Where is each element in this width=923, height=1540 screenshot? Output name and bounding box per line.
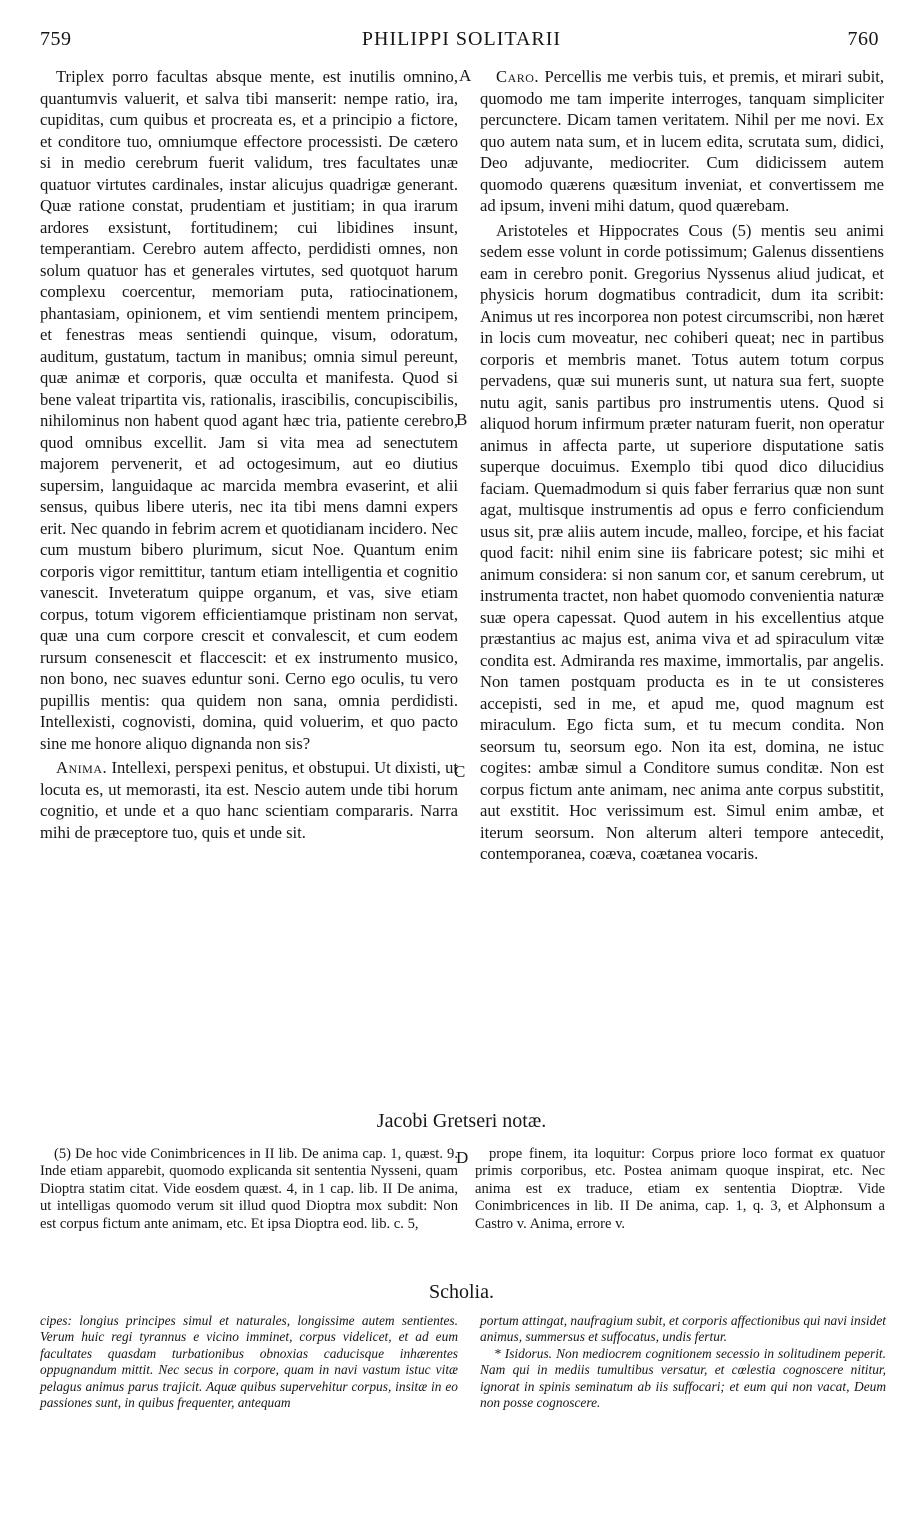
scholia-heading: Scholia. bbox=[429, 1281, 494, 1303]
margin-marker-c: C bbox=[454, 762, 466, 781]
margin-marker-a: A bbox=[459, 66, 472, 85]
paragraph bbox=[40, 757, 458, 843]
notes-left-column bbox=[40, 1146, 458, 1233]
main-text-left-column bbox=[40, 66, 458, 843]
paragraph: Aristoteles et Hippocrates Cous (5) mentis seu animi sedem esse volunt in corde potissimum; Galenus dissentiens eam in cerebro ponit. Gregorius Nyssenus aliud judicat, et physicis horum dogmatibus contradicit, dum ita scribit: Animus ut res incorporea non potest circumscribi, non hæret in locis cum moveatur, nec cohiberi queat; nec in partibus corporis et membris manet. Totus autem totum corpus pervadens, quæ sui muneris sunt, ut natura sua fert, suopte nutu agit, sanis partibus pro instrumentis utens. Quod si aliquod horum infirmum præter naturam fuerit, non operatur animus in affecta parte, ut superiore disputatione satis superque docuimus. Exemplo tibi quod dico dilucidius faciam. Quemadmodum si quis faber ferrarius quæ non sunt agat, multisque instrumentis ad opus e ferro conficiendum usus sit, præ aliis autem incude, malleo, forcipe, et his faciat quod facit: nihil enim sine iis fabricare potest; sic mihi et animum considera: si non sanum cor, et sanum cerebrum, ut instrumenta tractet, non habet quomodo convenientia naturæ suæ opera capessat. Quod autem in his excellentius atque præstantius ac majus est, anima viva et ad spiraculum vitæ condita est. Admiranda res maxime, immortalis, par angelis. Non tamen postquam producta es in te ut consisteres accepisti, sed in me, et apud me, quod magnum est miraculum. Ego ficta sum, et tu mecum condita. Non seorsum tu, seorsum ego. Non ita est, domina, ne istuc cogites: ambæ simul a Conditore sumus conditæ. Non est corpus fictum ante animam, nec anima ante corpus substitit, aut exstitit. Hoc verissimum est. Simul enim ambæ, et iterum seorsum. Non alterum alteri tempore antecedit, contemporanea, coæva, coætanea vocaris. bbox=[480, 220, 884, 863]
main-text-right-column bbox=[480, 66, 884, 865]
scholia-left-column bbox=[40, 1313, 458, 1411]
scholia-text: cipes: longius principes simul et naturales, longissime autem sentientes. Verum huic regi tyrannus e vicino imminet, corpus videlicet, et ad eum facultates quasdam turbationibus obnoxias caducisque inhærentes oppugnandum mittit. Nec secus in corpore, quam in navi vastum istuc vitæ pelagus animus parus trajicit. Aquæ quibus supervehitur corpus, insitæ in eo passiones sunt, in quibus frequenter, antequam bbox=[40, 1313, 458, 1411]
notes-right-column bbox=[475, 1146, 885, 1233]
note-text: (5) De hoc vide Conimbricences in II lib. De anima cap. 1, quæst. 9. Inde etiam apparebit, quomodo explicanda sit sententia Nysseni, quam Dioptra statim citat. Vide eosdem quæst. 4, in 1 cap. lib. II De anima, ut intelligas quomodo verum sit illud quod Dioptra mox subdit: Non est corpus fictum ante animam, etc. Et ipsa Dioptra eod. lib. c. 5, bbox=[40, 1146, 458, 1232]
speaker-label: Caro. bbox=[496, 67, 540, 86]
scholia-right-column bbox=[480, 1313, 886, 1411]
scholia-text: portum attingat, naufragium subit, et corporis affectionibus qui navi insidet animus, summersus et suffocatus, undis fertur. bbox=[480, 1313, 886, 1345]
paragraph: Triplex porro facultas absque mente, est inutilis omnino, quantumvis valuerit, et salva tibi manserit: nempe ratio, ira, cupiditas, cum quibus et procreata es, et a principio a fictore, et conditore tuo, omniumque effectore processisti. De cætero si in medio cerebrum fuerit validum, tres facultates unæ quatuor virtutes cardinales, instar alicujus quadrigæ generant. Quæ ratione constat, prudentiam et justitiam; in qua irarum ardores exsistunt, fortitudinem; cui libidines insunt, temperantiam. Cerebro autem affecto, perdidisti omnes, non solum quatuor has et generales virtutes, sed quotquot harum complexu coercentur, memoriam puta, ratiocinationem, phantasiam, opinionem, et vim sentiendi mentem principem, et fenestras meas sentiendi quinque, visum, odoratum, auditum, gustatum, tactum in manibus; omnia simul pereunt, quæ animæ et corporis, quæ occulta et manifesta. Quod si bene valeat tripartita vis, rationalis, irascibilis, concupiscibilis, nihilominus non habent quod agant hæc tria, patiente cerebro, quod omnibus excellit. Jam si vita mea ad senectutem majorem pervenerit, et ad octogesimum, aut eo diutius supersim, languidaque ac marcida membra evaserint, et alii sensus, quibus libere uteris, nec ita tibi mens damni expers erit. Nec quando in febrim acrem et quotidianam incidero. Nec cum mustum bibero plurimum, sicut Noe. Quantum enim corporis vigor remittitur, tantum etiam intelligentia et cognitio vanescit. Inveteratum quippe organum, et vas, sive etiam corpus, totum vigorem efficientiamque pristinam non servat, quæ una cum corpore crescit et convalescit, et cum eodem rursum consenescit et flaccescit: et ex instrumento musico, non bono, nec suaves eduntur soni. Cerno ego oculis, tu vero pupillis mentis: qua quidem non sana, omnia perdidisti. Intellexisti, cognovisti, domina, quid voluerim, et quo pacto sine me honore aliquo dignanda non sis? bbox=[40, 67, 458, 753]
note-text: prope finem, ita loquitur: Corpus priore loco format ex quatuor primis corporibus, etc. Postea animam quoque inspirat, etc. Nec anima est ex traduce, etiam ex sententia Dioptræ. Vide Conimbricences in lib. II De anima, cap. 1, q. 3, et Alphonsum a Castro v. Anima, errore v. bbox=[475, 1146, 885, 1232]
notes-heading: Jacobi Gretseri notæ. bbox=[376, 1110, 547, 1132]
running-title: PHILIPPI SOLITARII bbox=[361, 28, 562, 50]
paragraph-text: Percellis me verbis tuis, et premis, et mirari subit, quomodo me tam imperite interroges, tanquam simpliciter percunctere. Dicam tamen veritatem. Nihil per me novi. Ex quo autem nata sum, et in lucem edita, scrutata sum, didici, Deo adjuvante, mediocriter. Cum didicissem autem quomodo quærens quæsitum inveniat, et convertissem me ad ipsum, inveni mihi datum, quod quærebam. bbox=[480, 67, 884, 215]
margin-marker-d: D bbox=[456, 1148, 469, 1167]
scholia-text: * Isidorus. Non mediocrem cognitionem secessio in solitudinem peperit. Nam qui in mediis tumultibus versatur, et cœlestia cognoscere nititur, ignorat in spinis seminatum ab iis suffocari; et eum qui non vacat, Deum non posse cognoscere. bbox=[480, 1345, 886, 1411]
page-number-left: 759 bbox=[40, 28, 72, 50]
paragraph bbox=[480, 66, 884, 217]
speaker-label: Anima. bbox=[56, 758, 108, 777]
paragraph-text: Intellexi, perspexi penitus, et obstupui. Ut dixisti, ut locuta es, ut memorasti, ita est. Nescio autem unde tibi horum cognitio, et unde et a quo hanc scientiam compararis. Narra mihi de præceptore tuo, quis et unde sit. bbox=[40, 758, 458, 842]
margin-marker-b: B bbox=[456, 410, 468, 429]
page-number-right: 760 bbox=[847, 28, 879, 50]
